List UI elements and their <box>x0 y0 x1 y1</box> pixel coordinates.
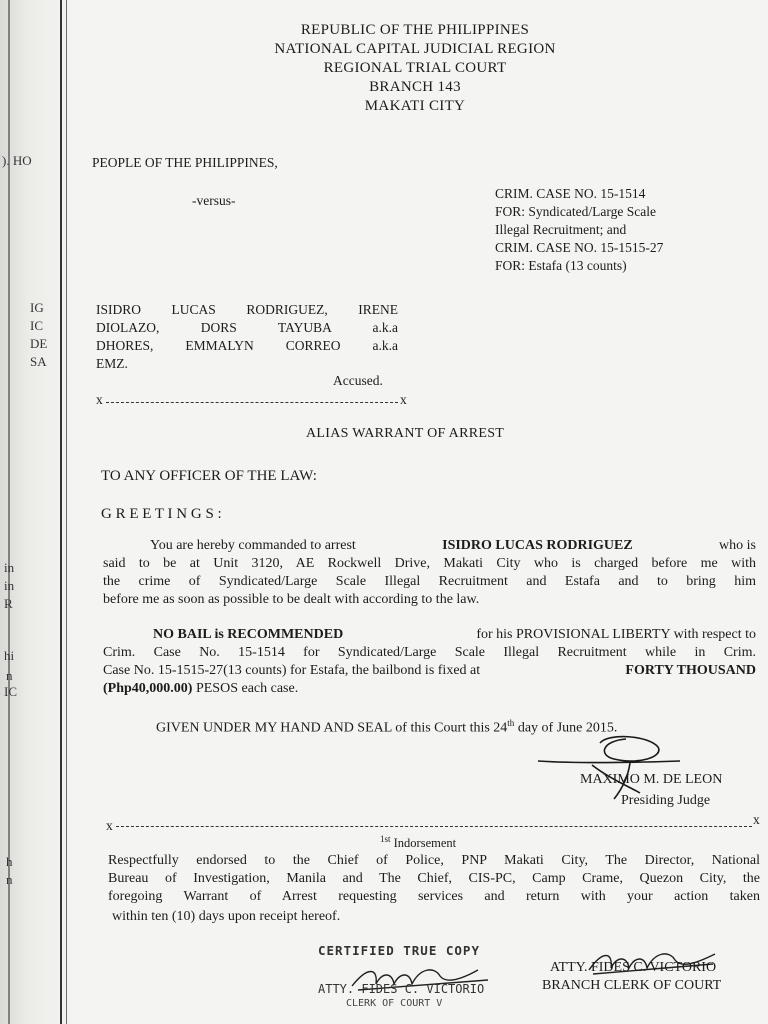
text: th <box>507 718 515 728</box>
margin-fragment: SA <box>30 354 47 369</box>
warrant-paragraph <box>150 538 756 554</box>
stamp-title: CLERK OF COURT V <box>346 998 443 1009</box>
text: 1st <box>380 834 391 844</box>
accused-name: ISIDRO LUCAS RODRIGUEZ <box>442 538 633 553</box>
text: for his PROVISIONAL LIBERTY with respect to <box>476 627 756 642</box>
bail-amount: (Php40,000.00) <box>103 681 193 696</box>
text: who is <box>719 538 756 553</box>
bail-paragraph <box>103 645 756 661</box>
text: Case No. 15-1515-27(13 counts) for Estafa, the bailbond is fixed at <box>103 663 481 678</box>
greetings: G R E E T I N G S : <box>101 506 222 522</box>
court-header-line: BRANCH 143 <box>369 79 461 95</box>
bail-paragraph <box>153 627 756 643</box>
text: day of June 2015. <box>514 720 618 736</box>
text: PESOS each case. <box>195 681 299 696</box>
case-charge: FOR: Estafa (13 counts) <box>495 258 627 273</box>
stamp-name: ATTY. FIDES C. VICTORIO <box>318 982 485 996</box>
clerk-title: BRANCH CLERK OF COURT <box>542 978 722 993</box>
page-edge-line <box>66 0 67 1024</box>
text: You are hereby commanded to arrest <box>150 538 356 553</box>
case-charge: Illegal Recruitment; and <box>495 222 627 237</box>
warrant-paragraph <box>103 574 756 590</box>
salutation: TO ANY OFFICER OF THE LAW: <box>101 468 317 484</box>
text: Indorsement <box>393 836 457 851</box>
court-header-line: MAKATI CITY <box>364 98 466 114</box>
case-number: CRIM. CASE NO. 15-1515-27 <box>495 240 664 255</box>
separator-mark: x <box>753 812 760 827</box>
case-number: CRIM. CASE NO. 15-1514 <box>495 186 646 201</box>
judge-name: MAXIMO M. DE LEON <box>580 772 723 787</box>
indorsement-text <box>108 853 760 869</box>
clerk-name: ATTY. FIDES C. VICTORIO <box>550 960 717 975</box>
accused-line: EMZ. <box>96 356 128 371</box>
separator-line <box>106 402 398 403</box>
margin-fragment: IC <box>30 318 43 333</box>
accused-label: Accused. <box>333 373 383 388</box>
indorsement-text <box>108 889 760 905</box>
document-title: ALIAS WARRANT OF ARREST <box>306 426 505 441</box>
text: the crime of Syndicated/Large Scale Illegal Recruitment and Estafa and to bring him <box>103 574 756 589</box>
margin-fragment: R <box>4 596 13 611</box>
no-bail-text: NO BAIL is RECOMMENDED <box>153 627 344 642</box>
accused-line: DIOLAZO, DORS TAYUBA a.k.a <box>96 320 398 335</box>
court-header-line: REPUBLIC OF THE PHILIPPINES <box>300 22 530 38</box>
accused-names <box>96 302 398 318</box>
margin-fragment: h <box>6 854 13 869</box>
bail-paragraph <box>103 663 756 679</box>
page-edge-line <box>60 0 62 1024</box>
text: before me as soon as possible to be dealt with according to the law. <box>103 592 480 607</box>
case-charge: FOR: Syndicated/Large Scale <box>495 204 656 219</box>
separator-mark: x <box>106 818 113 833</box>
text: GIVEN UNDER MY HAND AND SEAL of this Court this 24 <box>156 720 508 736</box>
separator-mark: x <box>400 392 407 407</box>
margin-fragment: IG <box>30 300 44 315</box>
accused-line: ISIDRO LUCAS RODRIGUEZ, IRENE <box>96 302 398 317</box>
court-header-line: NATIONAL CAPITAL JUDICIAL REGION <box>274 41 556 57</box>
margin-fragment: IC <box>4 684 17 699</box>
margin-fragment: DE <box>30 336 48 351</box>
certified-stamp: CERTIFIED TRUE COPY <box>318 943 480 958</box>
text: Crim. Case No. 15-1514 for Syndicated/Large Scale Illegal Recruitment while in Crim. <box>103 645 756 660</box>
indorsement-text <box>108 871 760 887</box>
bail-amount-words: FORTY THOUSAND <box>625 663 756 678</box>
indorsement-text: within ten (10) days upon receipt hereof. <box>112 909 341 924</box>
court-header-line: REGIONAL TRIAL COURT <box>323 60 507 76</box>
accused-names <box>96 320 398 336</box>
text: Bureau of Investigation, Manila and The Chief, CIS-PC, Camp Crame, Quezon City, the <box>108 871 760 886</box>
separator-mark: x <box>96 392 103 407</box>
margin-fragment: in <box>4 560 15 575</box>
separator-line <box>116 826 752 827</box>
text: Respectfully endorsed to the Chief of Police, PNP Makati City, The Director, National <box>108 853 760 868</box>
margin-fragment: n <box>6 872 13 887</box>
accused-names <box>96 338 398 354</box>
text: said to be at Unit 3120, AE Rockwell Drive, Makati City who is charged before me with <box>103 556 756 571</box>
judge-title: Presiding Judge <box>621 793 711 808</box>
warrant-paragraph <box>103 556 756 572</box>
margin-fragment: n <box>6 668 13 683</box>
indorsement-heading <box>380 834 456 851</box>
versus: -versus- <box>192 193 236 208</box>
margin-fragment: hi <box>4 648 15 663</box>
margin-fragment: ). HO <box>2 153 32 168</box>
text: foregoing Warrant of Arrest requesting services and return with your action taken <box>108 889 760 904</box>
bail-paragraph <box>103 681 298 697</box>
plaintiff: PEOPLE OF THE PHILIPPINES, <box>92 155 278 170</box>
margin-fragment: in <box>4 578 15 593</box>
accused-line: DHORES, EMMALYN CORREO a.k.a <box>96 338 398 353</box>
